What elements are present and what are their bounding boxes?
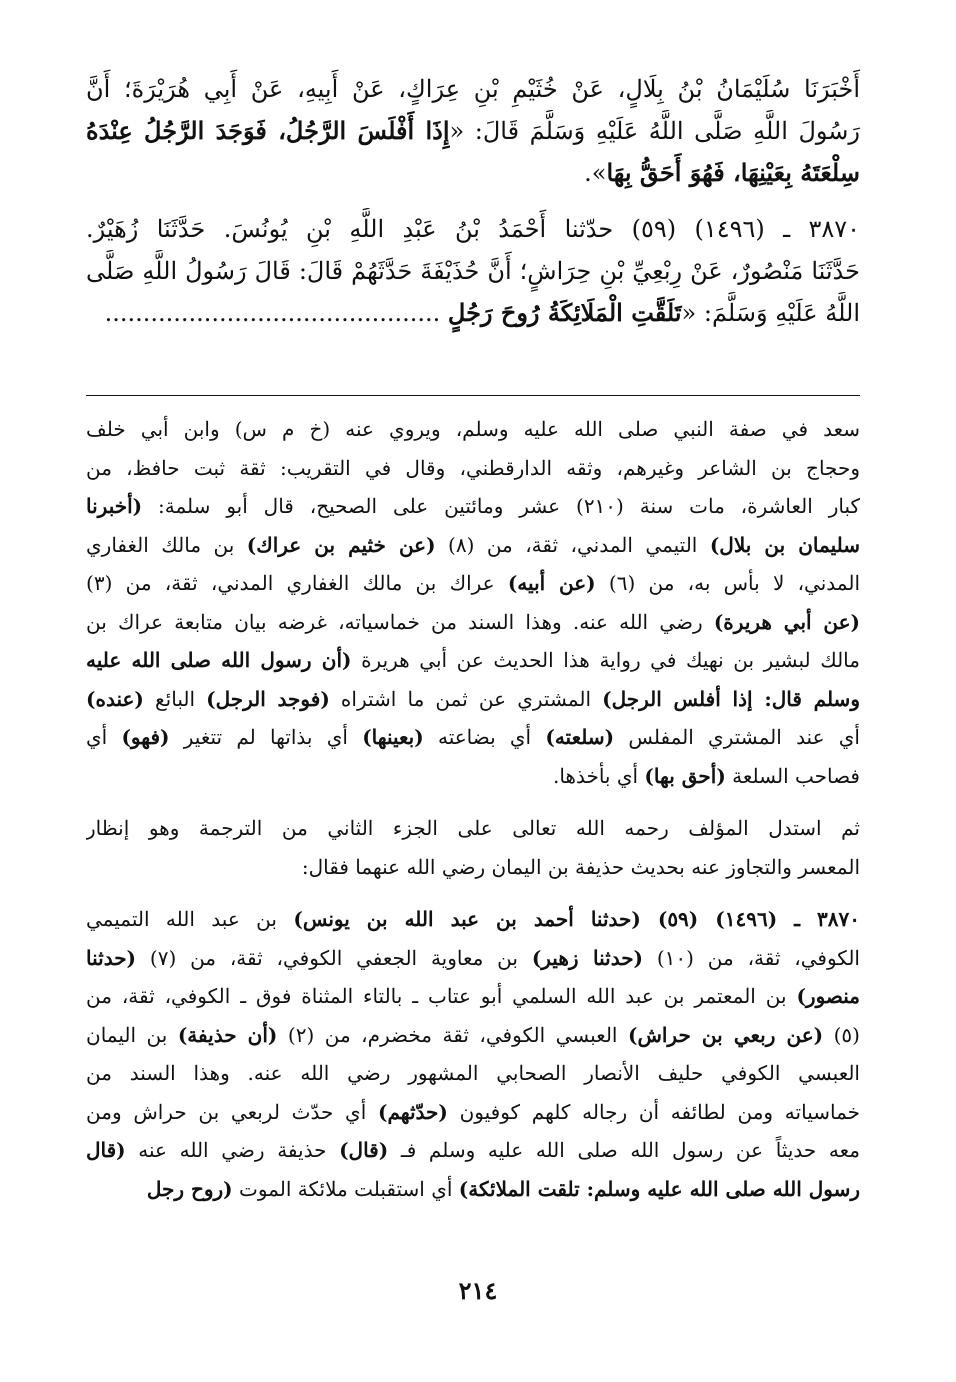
text-run: اللَّهُ عَلَيْهِ وَسَلَّمَ: « xyxy=(681,299,860,327)
text-line xyxy=(86,939,860,978)
text-run: الكوفي، ثقة، من (١٠) xyxy=(643,945,860,970)
text-line xyxy=(86,603,860,642)
text-run: أي عند المشتري المفلس xyxy=(614,725,860,749)
text-line xyxy=(86,1016,860,1055)
text-run: العبسي الكوفي حليف الأنصار الصحابي المشهور رضي الله عنه. وهذا السند من xyxy=(86,1061,860,1085)
bold-text-run: سِلْعَتَهُ بِعَيْنِهَا، فَهُوَ أَحَقُّ بِهَا xyxy=(606,158,860,187)
text-run: ». xyxy=(584,159,607,187)
text-run: أي استقبلت ملائكة الموت xyxy=(232,1176,459,1201)
text-line xyxy=(86,1170,860,1209)
text-run: بن عبد الله التميمي xyxy=(86,907,294,931)
text-line xyxy=(86,449,860,488)
bold-text-run: (حدّثهم) xyxy=(377,1099,448,1124)
commentary-block xyxy=(86,410,860,1222)
text-line xyxy=(86,292,860,334)
text-run: أي xyxy=(86,725,122,749)
bold-text-run: (أحق بها) xyxy=(644,763,726,788)
text-run xyxy=(440,299,448,327)
hadith-3869-paragraph xyxy=(86,68,860,194)
commentary-paragraph-1 xyxy=(86,410,860,795)
hadith-3870-paragraph xyxy=(86,208,860,334)
text-line xyxy=(86,718,860,757)
text-run: بن مالك الغفاري xyxy=(86,532,247,557)
text-line xyxy=(86,526,860,565)
bold-text-run: (فهو) xyxy=(121,725,170,749)
bold-text-run: ٣٨٧٠ ـ (١٤٩٦) (٥٩) (حدثنا أحمد بن عبد الله بن يونس) xyxy=(293,907,860,931)
text-run: بن اليمان xyxy=(86,1022,178,1047)
text-line xyxy=(86,977,860,1016)
bold-text-run: (فوجد الرجل) xyxy=(206,686,330,711)
text-line xyxy=(86,900,860,939)
bold-text-run: (سلعته) xyxy=(545,725,615,749)
text-line xyxy=(86,809,860,848)
commentary-paragraph-2 xyxy=(86,809,860,886)
bold-text-run: (حدثنا xyxy=(86,945,137,970)
text-line xyxy=(86,1093,860,1132)
text-line xyxy=(86,410,860,449)
text-run: (٥) xyxy=(823,1022,860,1047)
text-run: بن المعتمر بن عبد الله السلمي أبو عتاب ـ بالتاء المثناة فوق ـ الكوفي، ثقة، من xyxy=(86,984,797,1008)
bold-text-run: (عن أبي هريرة) xyxy=(713,609,860,634)
text-run: رضي الله عنه. وهذا السند من خماسياته، غرضه بيان متابعة عراك بن xyxy=(86,609,714,634)
bold-text-run: (قال xyxy=(86,1138,126,1162)
text-run: المشتري عن ثمن ما اشتراه xyxy=(329,686,603,711)
bold-text-run: إِذَا أَفْلَسَ الرَّجُلُ، فَوَجَدَ الرَّجُلُ عِنْدَهُ xyxy=(86,116,450,145)
bold-text-run: (بعينها) xyxy=(362,725,424,749)
text-run: كبار العاشرة، مات سنة (٢١٠) عشر ومائتين على الصحيح، قال أبو سلمة: xyxy=(142,494,860,518)
separator-rule xyxy=(86,395,860,396)
text-line xyxy=(86,680,860,719)
text-line xyxy=(86,250,860,292)
bold-text-run: وسلم قال: إذا أفلس الرجل) xyxy=(602,686,860,711)
text-run: البائع xyxy=(143,686,207,711)
text-run: التيمي المدني، ثقة، من (٨) xyxy=(435,532,710,557)
page-number: ٢١٤ xyxy=(458,1276,498,1305)
bold-text-run: (قال) xyxy=(339,1138,389,1162)
text-run: وحجاج بن الشاعر وغيرهم، وثقه الدارقطني، وقال في التقريب: ثقة ثبت حافظ، من xyxy=(86,455,860,480)
bold-text-run: (أن رسول الله صلى الله عليه xyxy=(86,648,352,672)
text-run: معه حديثاً عن رسول الله صلى الله عليه وسلم فـ xyxy=(388,1138,860,1162)
text-run: أي بضاعته xyxy=(423,725,546,749)
text-run: أَخْبَرَنَا سُلَيْمَانُ بْنُ بِلَالٍ، عَنْ خُثَيْمِ بْنِ عِرَاكٍ، عَنْ أَبِيهِ، عَنْ أَبِي هُرَيْرَةَ؛ أَنَّ xyxy=(86,75,860,103)
text-run: أي بأخذها. xyxy=(552,763,645,788)
text-run: مالك لبشير بن نهيك في رواية هذا الحديث عن أبي هريرة xyxy=(351,648,860,672)
bold-text-run: سليمان بن بلال) xyxy=(709,532,860,557)
text-line xyxy=(86,564,860,603)
text-line xyxy=(86,487,860,526)
matn-text-block xyxy=(86,68,860,348)
bold-text-run: (حدثنا زهير) xyxy=(531,945,644,970)
text-run: ٣٨٧٠ ـ (١٤٩٦) (٥٩) حدّثنا أَحْمَدُ بْنُ عَبْدِ اللَّهِ بْنِ يُونُسَ. حَدَّثَنَا زُهَيْرٌ. xyxy=(86,215,860,243)
bold-text-run: رسول الله صلى الله عليه وسلم: تلقت الملائكة) xyxy=(458,1176,860,1201)
continuation-dots: ............................................ xyxy=(104,299,441,327)
bold-text-run: (عنده) xyxy=(86,686,144,711)
text-line xyxy=(86,1054,860,1093)
bold-text-run: (عن خثيم بن عراك) xyxy=(246,532,436,557)
text-run: المعسر والتجاوز عنه بحديث حذيفة بن اليمان رضي الله عنهما فقال: xyxy=(301,854,860,879)
text-run: خماسياته ومن لطائفه أن رجاله كلهم كوفيون xyxy=(447,1099,860,1124)
text-run: حَدَّثَنَا مَنْصُورٌ، عَنْ رِبْعِيِّ بْنِ حِرَاشٍ؛ أَنَّ حُذَيْفَةَ حَدَّثَهُمْ قَالَ: قَالَ رَسُولُ اللَّهِ صَلَّى xyxy=(86,257,860,285)
text-line xyxy=(86,110,860,152)
bold-text-run: (أن حذيفة) xyxy=(177,1022,278,1047)
text-line xyxy=(86,152,860,194)
text-line xyxy=(86,1131,860,1170)
text-run: عراك بن مالك الغفاري المدني، ثقة، من (٣) xyxy=(86,571,508,595)
text-run: المدني، لا بأس به، من (٦) xyxy=(595,571,860,595)
text-run: رَسُولَ اللَّهِ صَلَّى اللَّهُ عَلَيْهِ وَسَلَّمَ قَالَ: « xyxy=(449,117,860,145)
bold-text-run: (عن ربعي بن حراش) xyxy=(627,1022,824,1047)
text-run: أي بذاتها لم تتغير xyxy=(169,725,363,749)
bold-text-run: منصور) xyxy=(796,984,860,1008)
text-run: ثم استدل المؤلف رحمه الله تعالى على الجزء الثاني من الترجمة وهو إنظار xyxy=(86,816,860,840)
bold-text-run: (عن أبيه) xyxy=(507,571,596,595)
commentary-paragraph-3 xyxy=(86,900,860,1208)
bold-text-run: (روح رجل xyxy=(146,1176,233,1201)
text-run: سعد في صفة النبي صلى الله عليه وسلم، ويروي عنه (خ م س) وابن أبي خلف xyxy=(86,417,860,441)
text-line xyxy=(86,757,860,796)
text-line xyxy=(86,641,860,680)
text-run: بن معاوية الجعفي الكوفي، ثقة، من (٧) xyxy=(136,945,532,970)
text-run: العبسي الكوفي، ثقة مخضرم، من (٢) xyxy=(277,1022,628,1047)
text-run: حذيفة رضي الله عنه xyxy=(125,1138,340,1162)
text-run: أي حدّث لربعي بن حراش ومن xyxy=(86,1099,378,1124)
bold-text-run: تَلَقَّتِ الْمَلَائِكَةُ رُوحَ رَجُلٍ xyxy=(447,298,682,327)
text-line xyxy=(86,848,860,887)
text-line xyxy=(86,68,860,110)
bold-text-run: (أخبرنا xyxy=(86,494,143,518)
text-line xyxy=(86,208,860,250)
text-run: فصاحب السلعة xyxy=(725,763,860,788)
